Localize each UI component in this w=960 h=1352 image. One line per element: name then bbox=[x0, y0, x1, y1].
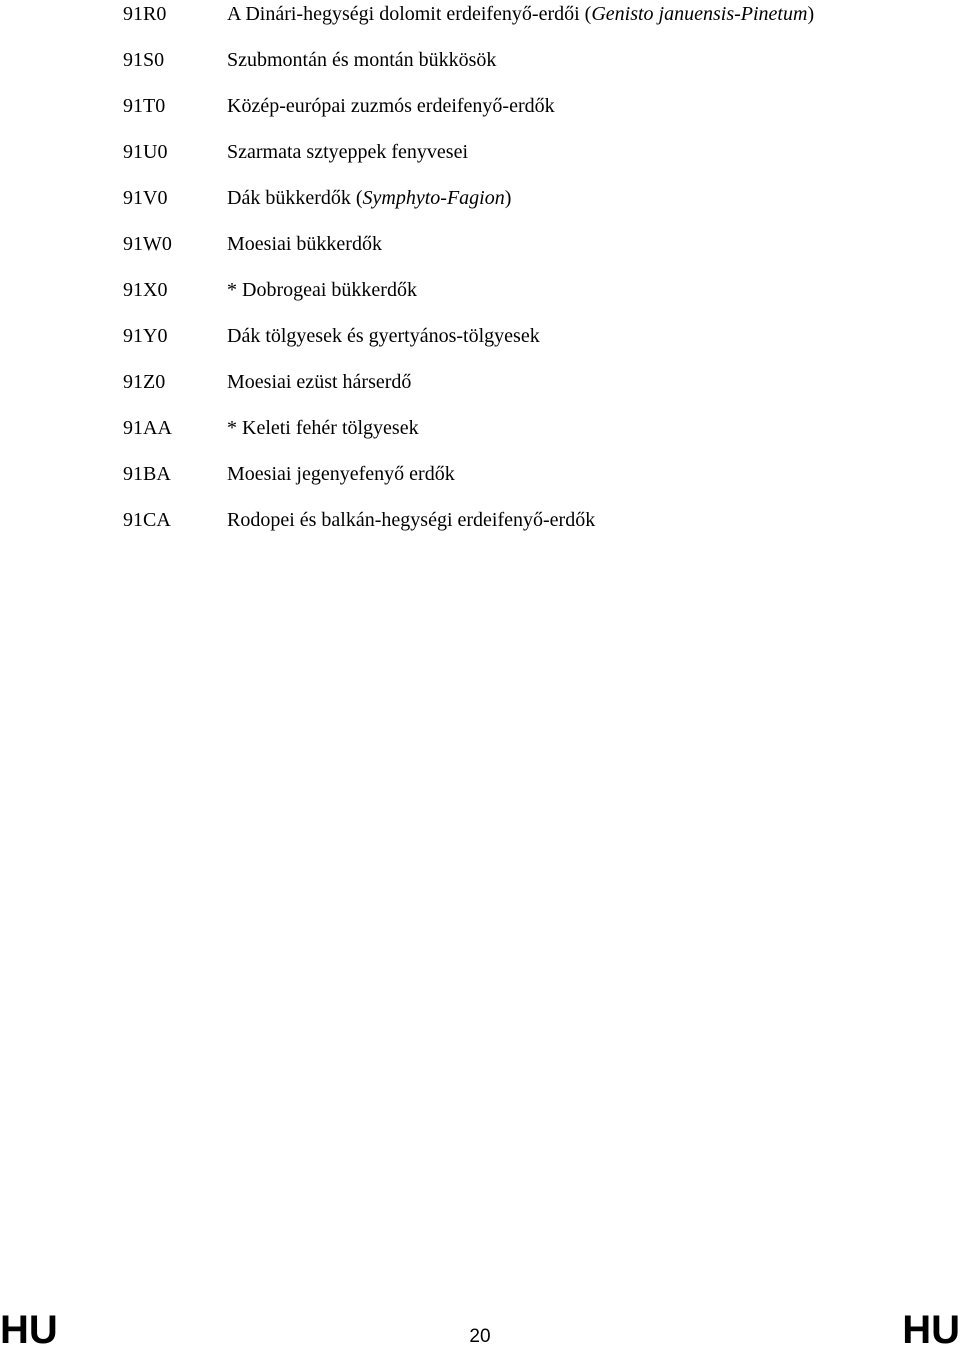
habitat-name-text: Moesiai jegenyefenyő erdők bbox=[227, 463, 455, 485]
habitat-name-text: Szarmata sztyeppek fenyvesei bbox=[227, 141, 469, 163]
habitat-code: 91X0 bbox=[123, 279, 168, 301]
habitat-name bbox=[227, 416, 419, 440]
habitat-code: 91Z0 bbox=[123, 371, 166, 393]
list-item bbox=[0, 370, 960, 400]
list-item bbox=[0, 48, 960, 78]
habitat-name bbox=[227, 508, 595, 532]
habitat-code: 91CA bbox=[123, 509, 171, 531]
habitat-name-text: A Dinári-hegységi dolomit erdeifenyő-erdői ( bbox=[227, 3, 592, 25]
list-item bbox=[0, 2, 960, 32]
habitat-name bbox=[227, 94, 555, 118]
list-item bbox=[0, 186, 960, 216]
habitat-name-text: * Keleti fehér tölgyesek bbox=[227, 417, 419, 439]
list-item bbox=[0, 508, 960, 538]
list-item bbox=[0, 232, 960, 262]
footer-language-label-right: HU bbox=[902, 1308, 960, 1352]
habitat-name bbox=[227, 48, 496, 72]
list-item bbox=[0, 462, 960, 492]
habitat-name-text: Moesiai bükkerdők bbox=[227, 233, 382, 255]
habitat-name-text: * Dobrogeai bükkerdők bbox=[227, 279, 417, 301]
habitat-name bbox=[227, 140, 468, 164]
list-item bbox=[0, 278, 960, 308]
habitat-name-text: Közép-európai zuzmós erdeifenyő-erdők bbox=[227, 95, 555, 117]
list-item bbox=[0, 416, 960, 446]
habitat-name-suffix: ) bbox=[807, 3, 815, 25]
habitat-name-text: Rodopei és balkán-hegységi erdeifenyő-erdők bbox=[227, 509, 596, 531]
habitat-name bbox=[227, 2, 814, 26]
habitat-name-latin: Genisto januensis-Pinetum bbox=[591, 3, 808, 25]
habitat-code: 91W0 bbox=[123, 233, 172, 255]
habitat-name-text: Szubmontán és montán bükkösök bbox=[227, 49, 497, 71]
habitat-code: 91S0 bbox=[123, 49, 165, 71]
habitat-name-suffix: ) bbox=[504, 187, 512, 209]
habitat-code: 91AA bbox=[123, 417, 172, 439]
habitat-name-text: Dák tölgyesek és gyertyános-tölgyesek bbox=[227, 325, 540, 347]
habitat-name-text: Moesiai ezüst hárserdő bbox=[227, 371, 412, 393]
list-item bbox=[0, 140, 960, 170]
footer-language-label-left: HU bbox=[0, 1308, 58, 1352]
habitat-name bbox=[227, 186, 511, 210]
habitat-code: 91BA bbox=[123, 463, 171, 485]
habitat-name bbox=[227, 324, 540, 348]
habitat-name bbox=[227, 370, 411, 394]
habitat-code: 91V0 bbox=[123, 187, 168, 209]
page-number: 20 bbox=[469, 1326, 491, 1347]
habitat-name-text: Dák bükkerdők ( bbox=[227, 187, 363, 209]
habitat-code: 91R0 bbox=[123, 3, 167, 25]
habitat-name bbox=[227, 278, 417, 302]
habitat-code: 91Y0 bbox=[123, 325, 168, 347]
list-item bbox=[0, 324, 960, 354]
habitat-name bbox=[227, 462, 455, 486]
habitat-name bbox=[227, 232, 382, 256]
habitat-code: 91U0 bbox=[123, 141, 168, 163]
habitat-name-latin: Symphyto-Fagion bbox=[362, 187, 505, 209]
list-item bbox=[0, 94, 960, 124]
habitat-code: 91T0 bbox=[123, 95, 166, 117]
